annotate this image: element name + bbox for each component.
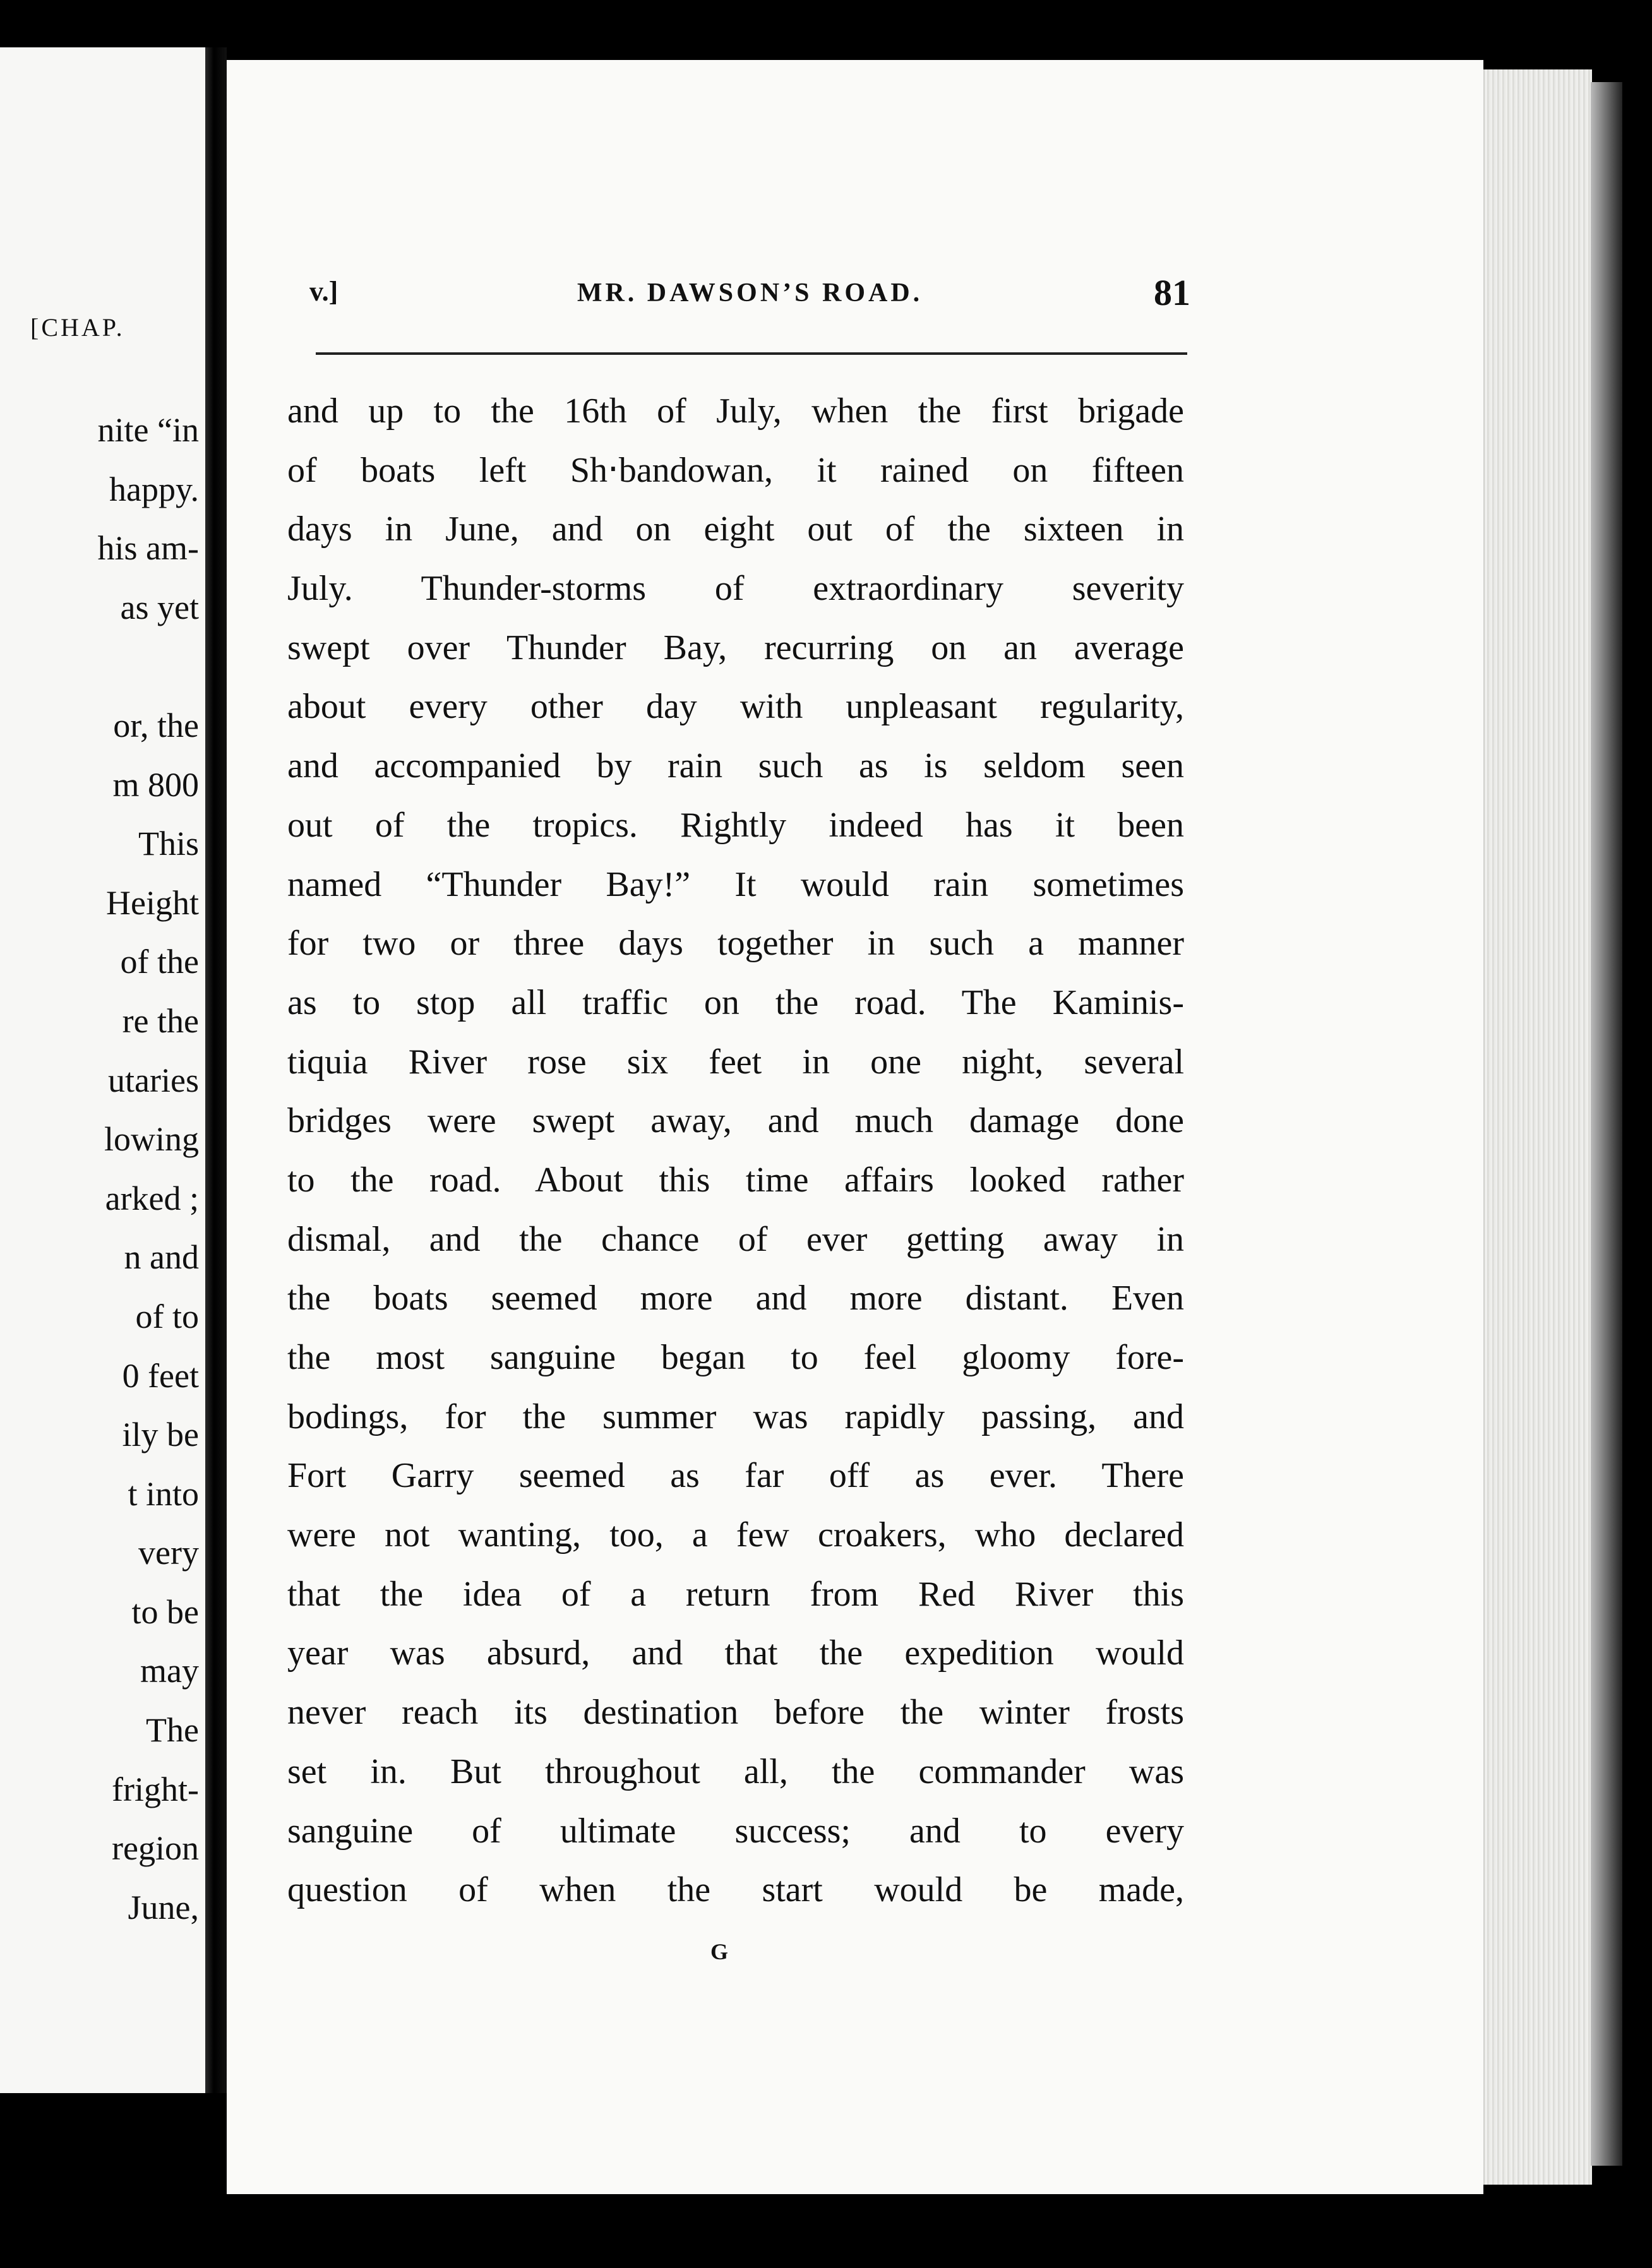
text-line: This xyxy=(138,825,199,863)
text-line: to the road. About this time affairs looked rather xyxy=(287,1160,1184,1200)
text-line: Fort Garry seemed as far off as ever. There xyxy=(287,1456,1184,1496)
text-line: bodings, for the summer was rapidly passing, and xyxy=(287,1397,1184,1436)
text-line: Height xyxy=(106,883,199,922)
text-line: about every other day with unpleasant regularity, xyxy=(287,687,1184,727)
text-line: as to stop all traffic on the road. The Kaminis- xyxy=(287,982,1184,1022)
text-line: that the idea of a return from Red River this xyxy=(287,1574,1184,1614)
text-line: named “Thunder Bay!” It would rain sometimes xyxy=(287,864,1184,904)
chapter-number: v.] xyxy=(309,276,338,307)
running-title: MR. DAWSON’S ROAD. xyxy=(577,278,923,307)
page-number: 81 xyxy=(1154,272,1190,313)
text-line: tiquia River rose six feet in one night, several xyxy=(287,1042,1184,1082)
text-line xyxy=(98,637,199,696)
page-edge-shadow xyxy=(1591,82,1622,2166)
text-line: year was absurd, and that the expedition would xyxy=(287,1633,1184,1673)
text-line: ily be xyxy=(122,1416,199,1454)
text-line: re the xyxy=(122,1001,199,1040)
text-line: June, xyxy=(128,1888,199,1926)
text-line: sanguine of ultimate success; and to every xyxy=(287,1811,1184,1851)
running-head xyxy=(309,272,1190,316)
left-running-head: [CHAP. xyxy=(30,313,125,342)
text-line: set in. But throughout all, the commander was xyxy=(287,1752,1184,1791)
text-line: question of when the start would be made, xyxy=(287,1870,1184,1910)
body-text xyxy=(287,382,1184,1920)
header-rule xyxy=(316,352,1187,355)
text-line: t into xyxy=(128,1474,199,1513)
text-line: m 800 xyxy=(112,765,199,804)
text-line: of to xyxy=(135,1297,199,1335)
left-page-text xyxy=(98,401,199,1937)
text-line: fright- xyxy=(112,1770,199,1808)
text-line: The xyxy=(146,1711,199,1750)
text-line: and up to the 16th of July, when the first brigade xyxy=(287,391,1184,431)
text-line: swept over Thunder Bay, recurring on an average xyxy=(287,628,1184,667)
text-line: of boats left Sh‧bandowan, it rained on fifteen xyxy=(287,450,1184,490)
text-line: very xyxy=(138,1534,199,1572)
left-facing-page xyxy=(0,47,205,2093)
text-line: or, the xyxy=(113,706,199,744)
text-line: never reach its destination before the winter frosts xyxy=(287,1693,1184,1733)
text-line: happy. xyxy=(109,470,199,508)
signature-mark: G xyxy=(710,1939,729,1964)
text-line: n and xyxy=(124,1238,199,1277)
text-line: the boats seemed more and more distant. Even xyxy=(287,1279,1184,1318)
text-line: 0 feet xyxy=(122,1356,199,1395)
text-line: for two or three days together in such a manner xyxy=(287,924,1184,964)
text-line: region xyxy=(112,1829,199,1868)
text-line: to be xyxy=(131,1592,199,1631)
text-line: the most sanguine began to feel gloomy fore- xyxy=(287,1338,1184,1377)
text-line: out of the tropics. Rightly indeed has it been xyxy=(287,805,1184,845)
text-line: may xyxy=(140,1652,199,1690)
text-line: his am- xyxy=(97,529,199,568)
text-line: lowing xyxy=(104,1120,199,1159)
text-line: utaries xyxy=(108,1061,199,1099)
text-line: days in June, and on eight out of the sixteen in xyxy=(287,510,1184,549)
text-line: arked ; xyxy=(105,1179,199,1217)
text-line: bridges were swept away, and much damage done xyxy=(287,1101,1184,1141)
text-line: and accompanied by rain such as is seldom seen xyxy=(287,746,1184,786)
text-line: were not wanting, too, a few croakers, who declared xyxy=(287,1515,1184,1555)
text-line: as yet xyxy=(120,588,199,626)
page-edges xyxy=(1483,69,1592,2185)
text-line: nite “in xyxy=(97,411,199,449)
text-line: dismal, and the chance of ever getting away in xyxy=(287,1219,1184,1259)
text-line: of the xyxy=(120,943,199,981)
text-line: July. Thunder-storms of extraordinary severity xyxy=(287,569,1184,609)
book-gutter xyxy=(205,47,227,2093)
